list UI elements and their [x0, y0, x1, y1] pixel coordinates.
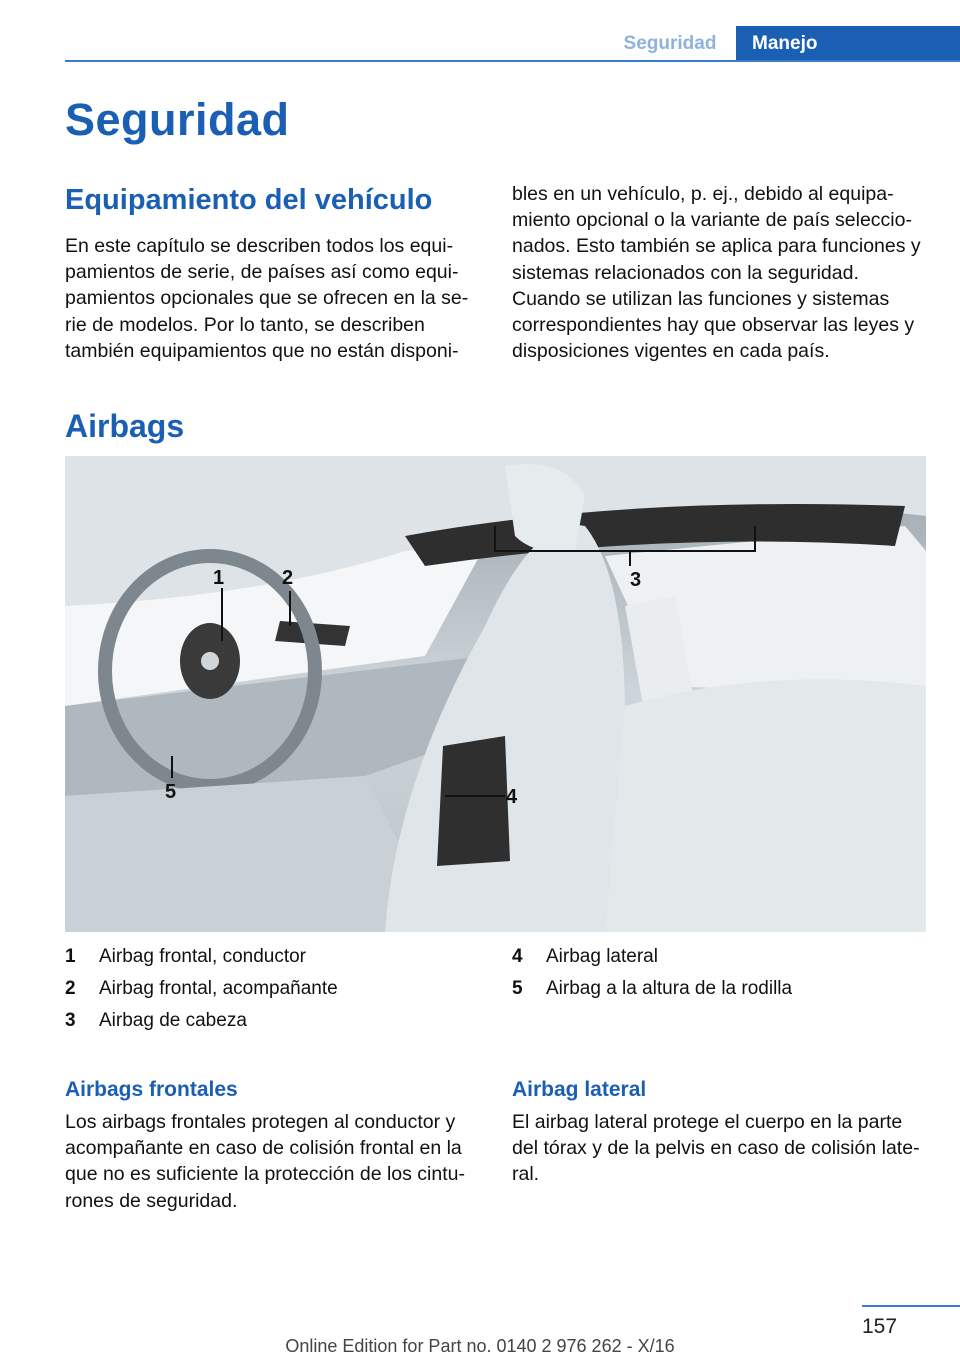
legend-item [512, 973, 792, 1005]
legend-text: Airbag frontal, conductor [99, 946, 307, 967]
legend-right [512, 941, 792, 1005]
text-line: del tórax y de la pelvis en caso de colisión late‐ [512, 1137, 920, 1160]
figure-label-2: 2 [282, 567, 294, 589]
text-line: también equipamientos que no están disponi‐ [65, 339, 459, 362]
text-line: correspondientes hay que observar las leyes y [512, 314, 915, 337]
text-line: disposiciones vigentes en cada país. [512, 340, 830, 363]
text-line: bles en un vehículo, p. ej., debido al equipa‐ [512, 183, 894, 205]
figure-label-3: 3 [630, 569, 642, 591]
legend-left [65, 941, 338, 1037]
lateral-text [512, 1109, 952, 1188]
figure-label-5: 5 [165, 781, 177, 803]
legend-text: Airbag a la altura de la rodilla [546, 978, 793, 999]
equipamiento-right-text [512, 181, 952, 364]
page-number: 157 [862, 1315, 898, 1338]
tab-manejo[interactable]: Manejo [736, 26, 960, 62]
chapter-title: Seguridad [65, 94, 290, 145]
text-line: pamientos opcionales que se ofrecen en la se‐ [65, 287, 469, 310]
airbag-illustration [65, 456, 926, 932]
legend-number: 3 [65, 1010, 76, 1031]
legend-text: Airbag de cabeza [99, 1010, 247, 1031]
legend-item [512, 941, 792, 973]
equipamiento-left-text [65, 233, 485, 364]
footer-rule [862, 1305, 960, 1307]
frontales-text [65, 1109, 485, 1214]
figure-label-4: 4 [506, 786, 518, 808]
header-rule [65, 60, 960, 62]
text-line: rones de seguridad. [65, 1189, 238, 1212]
equipamiento-heading: Equipamiento del vehículo [65, 184, 433, 216]
lateral-heading: Airbag lateral [512, 1078, 647, 1101]
text-line: rie de modelos. Por lo tanto, se describen [65, 313, 425, 336]
legend-text: Airbag lateral [546, 946, 658, 967]
legend-number: 1 [65, 946, 76, 967]
text-line: En este capítulo se describen todos los equi‐ [65, 235, 454, 257]
legend-number: 5 [512, 978, 523, 999]
legend-text: Airbag frontal, acompañante [99, 978, 338, 999]
frontales-heading: Airbags frontales [65, 1078, 238, 1101]
text-line: pamientos de serie, de países así como equi‐ [65, 261, 459, 284]
airbags-heading: Airbags [65, 408, 185, 444]
legend-number: 4 [512, 946, 523, 967]
text-line: El airbag lateral protege el cuerpo en la parte [512, 1111, 903, 1133]
tab-seguridad[interactable]: Seguridad [623, 33, 717, 54]
legend-item [65, 1005, 338, 1037]
text-line: Los airbags frontales protegen al conductor y [65, 1111, 456, 1133]
text-line: sistemas relacionados con la seguridad. [512, 261, 859, 284]
legend-number: 2 [65, 978, 76, 999]
text-line: ral. [512, 1163, 540, 1186]
figure-label-1: 1 [213, 567, 225, 589]
text-line: Cuando se utilizan las funciones y sistemas [512, 287, 890, 310]
edition-footer: Online Edition for Part no. 0140 2 976 262 - X/16 [285, 1336, 675, 1356]
text-line: miento opcional o la variante de país seleccio‐ [512, 209, 912, 232]
legend-item [65, 973, 338, 1005]
legend-item [65, 941, 338, 973]
text-line: nados. Esto también se aplica para funciones y [512, 235, 921, 258]
text-line: que no es suficiente la protección de los cintu‐ [65, 1163, 465, 1186]
text-line: acompañante en caso de colisión frontal en la [65, 1137, 462, 1160]
